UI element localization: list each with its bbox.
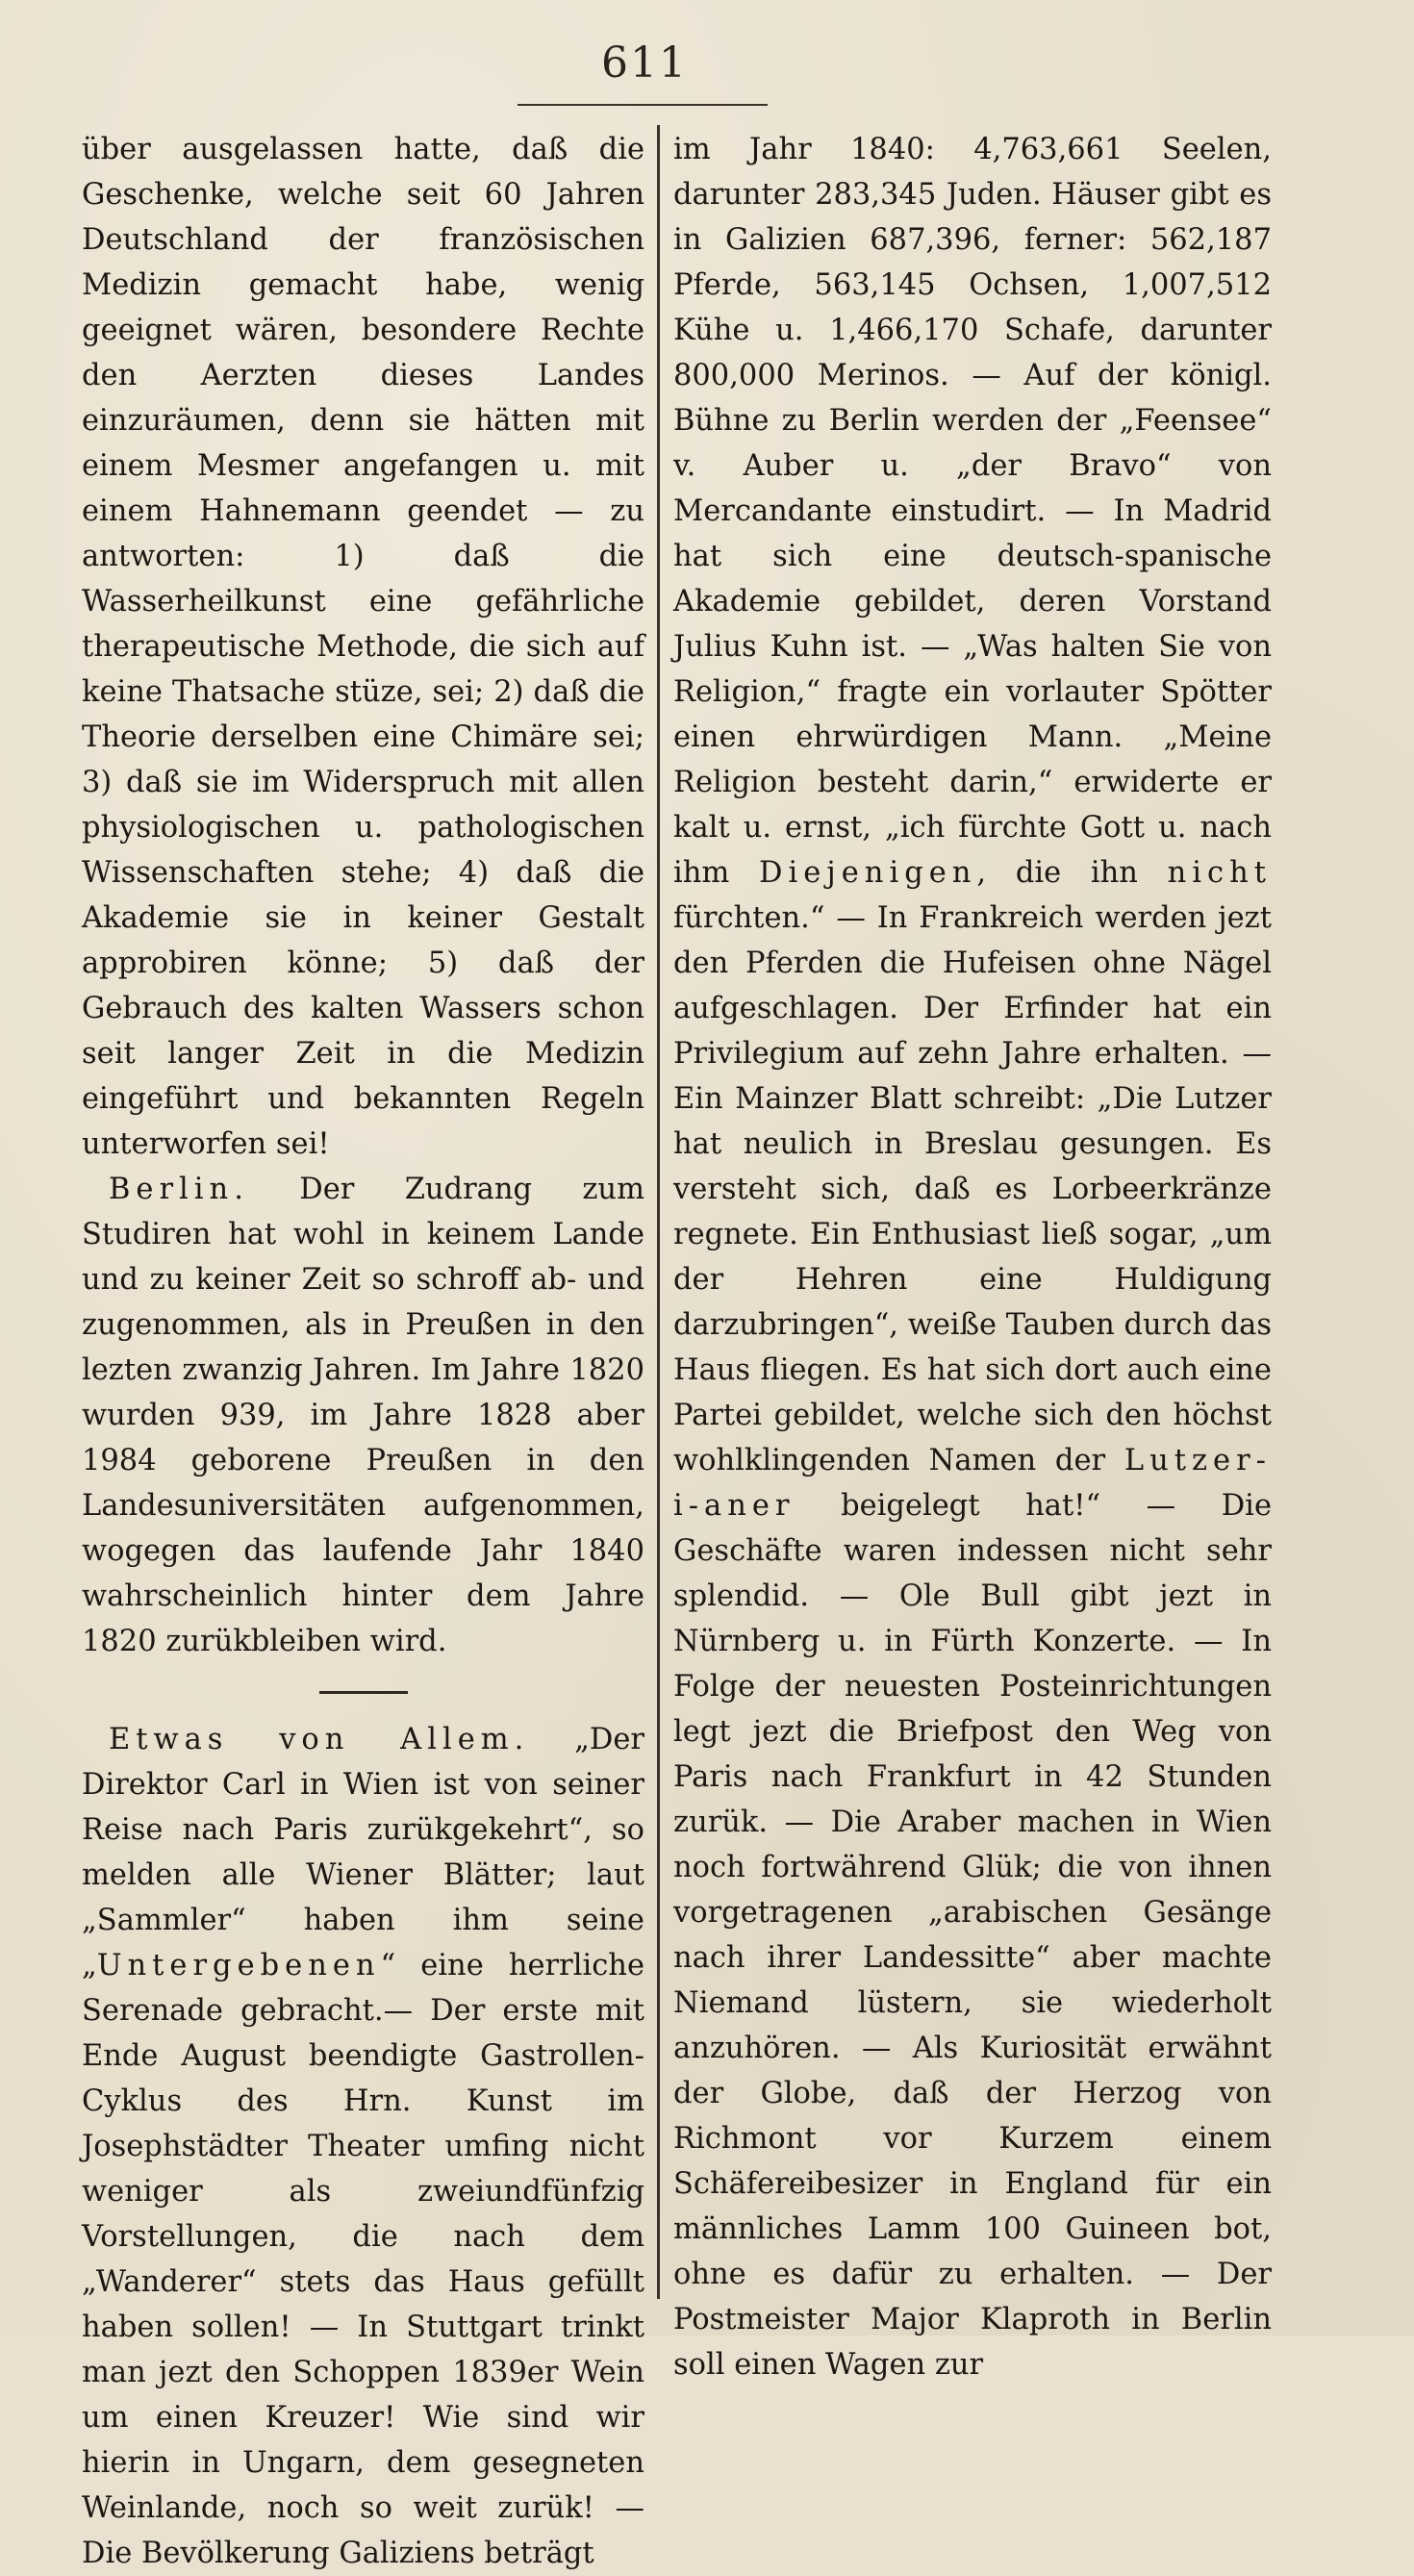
paragraph-galizien-continued (673, 127, 1272, 2387)
right-text-a: im Jahr 1840: 4,763,661 Seelen, darunter 283,345 Juden. Häuser gibt es in Galizien 687,396, ferner: 562,187 Pferde, 563,145 Ochsen, 1,007,512 Kühe u. 1,466,170 Schafe, darunter 800,000 Merinos. — Auf der königl. Bühne zu Berlin werden der „Feensee“ v. Auber u. „der Bravo“ von Mercandante einstudirt. — In Madrid hat sich eine deutsch-spanische Akademie gebildet, deren Vorstand Julius Kuhn ist. — „Was halten Sie von Religion,“ fragte ein vorlauter Spötter einen ehrwürdigen Mann. „Meine Religion besteht darin,“ erwiderte er kalt u. ernst, „ich fürchte Gott u. nach ihm (673, 133, 1272, 890)
column-divider (657, 125, 660, 2299)
right-column (673, 127, 1272, 2387)
untergebenen-emphasis: Untergebenen (96, 1949, 381, 1983)
etwas-text-a: „Der Direktor Carl in Wien ist von seiner Reise nach Paris zurükgekehrt“, so melden alle Wiener Blätter; laut „Sammler“ haben ihm seine „ (82, 1723, 644, 1983)
right-text-c: fürchten.“ — In Frankreich werden jezt den Pferden die Hufeisen ohne Nägel aufgeschlagen. Der Erfinder hat ein Privilegium auf zehn Jahre erhalten. — Ein Mainzer Blatt schreibt: „Die Lutzer hat neulich in Breslau gesungen. Es versteht sich, daß es Lorbeerkränze regnete. Ein Enthusiast ließ sogar, „um der Hehren eine Huldigung darzubringen“, weiße Tauben durch das Haus fliegen. Es hat sich dort auch eine Partei gebildet, welche sich den höchst wohlklingenden Namen der (673, 901, 1272, 1477)
header-rule (518, 104, 768, 106)
diejenigen-emphasis: Diejenigen (759, 856, 977, 890)
etwas-von-allem-lead: Etwas von Allem. (109, 1723, 530, 1756)
nicht-emphasis: nicht (1167, 856, 1272, 890)
left-column (82, 127, 644, 2576)
lutzerianer-emphasis: Lutzer-i-aner (673, 1444, 1272, 1523)
berlin-lead: Berlin. (109, 1173, 249, 1206)
right-text-b: , die ihn (976, 856, 1168, 890)
berlin-text: Der Zudrang zum Studiren hat wohl in keinem Lande und zu keiner Zeit so schroff ab- und zugenommen, als in Preußen in den lezten zwanzig Jahren. Im Jahre 1820 wurden 939, im Jahre 1828 aber 1984 geborene Preußen in den Landesuniversitäten aufgenommen, wogegen das laufende Jahr 1840 wahrscheinlich hinter dem Jahre 1820 zurükbleiben wird. (82, 1173, 644, 1658)
paragraph-berlin (82, 1167, 644, 1664)
paragraph-hydrotherapy: über ausgelassen hatte, daß die Geschenke, welche seit 60 Jahren Deutschland der französischen Medizin gemacht habe, wenig geeignet wären, besondere Rechte den Aerzten dieses Landes einzuräumen, denn sie hätten mit einem Mesmer angefangen u. mit einem Hahnemann geendet — zu antworten: 1) daß die Wasserheilkunst eine gefährliche therapeutische Methode, die sich auf keine Thatsache stüze, sei; 2) daß die Theorie derselben eine Chimäre sei; 3) daß sie im Widerspruch mit allen physiologischen u. pathologischen Wissenschaften stehe; 4) daß die Akademie sie in keiner Gestalt approbiren könne; 5) daß der Gebrauch des kalten Wassers schon seit langer Zeit in die Medizin eingeführt und bekannten Regeln unterworfen sei! (82, 133, 644, 1161)
page-number: 611 (601, 38, 688, 88)
paragraph-etwas-von-allem (82, 1717, 644, 2576)
section-divider (319, 1691, 408, 1694)
etwas-text-b: “ eine herrliche Serenade gebracht.— Der erste mit Ende August beendigte Gastrollen-Cyklus des Hrn. Kunst im Josephstädter Theater umfing nicht weniger als zweiundfünfzig Vorstellungen, die nach dem „Wanderer“ stets das Haus gefüllt haben sollen! — In Stuttgart trinkt man jezt den Schoppen 1839er Wein um einen Kreuzer! Wie sind wir hierin in Ungarn, dem gesegneten Weinlande, noch so weit zurük! — Die Bevölkerung Galiziens beträgt (82, 1949, 644, 2570)
right-text-d: beigelegt hat!“ — Die Geschäfte waren indessen nicht sehr splendid. — Ole Bull gibt jezt in Nürnberg u. in Fürth Konzerte. — In Folge der neuesten Posteinrichtungen legt jezt die Briefpost den Weg von Paris nach Frankfurt in 42 Stunden zurük. — Die Araber machen in Wien noch fortwährend Glük; die von ihnen vorgetragenen „arabischen Gesänge nach ihrer Landessitte“ aber machte Niemand lüstern, sie wiederholt anzuhören. — Als Kuriosität erwähnt der Globe, daß der Herzog von Richmont vor Kurzem einem Schäfereibesizer in England für ein männliches Lamm 100 Guineen bot, ohne es dafür zu erhalten. — Der Postmeister Major Klaproth in Berlin soll einen Wagen zur (673, 1489, 1272, 2382)
